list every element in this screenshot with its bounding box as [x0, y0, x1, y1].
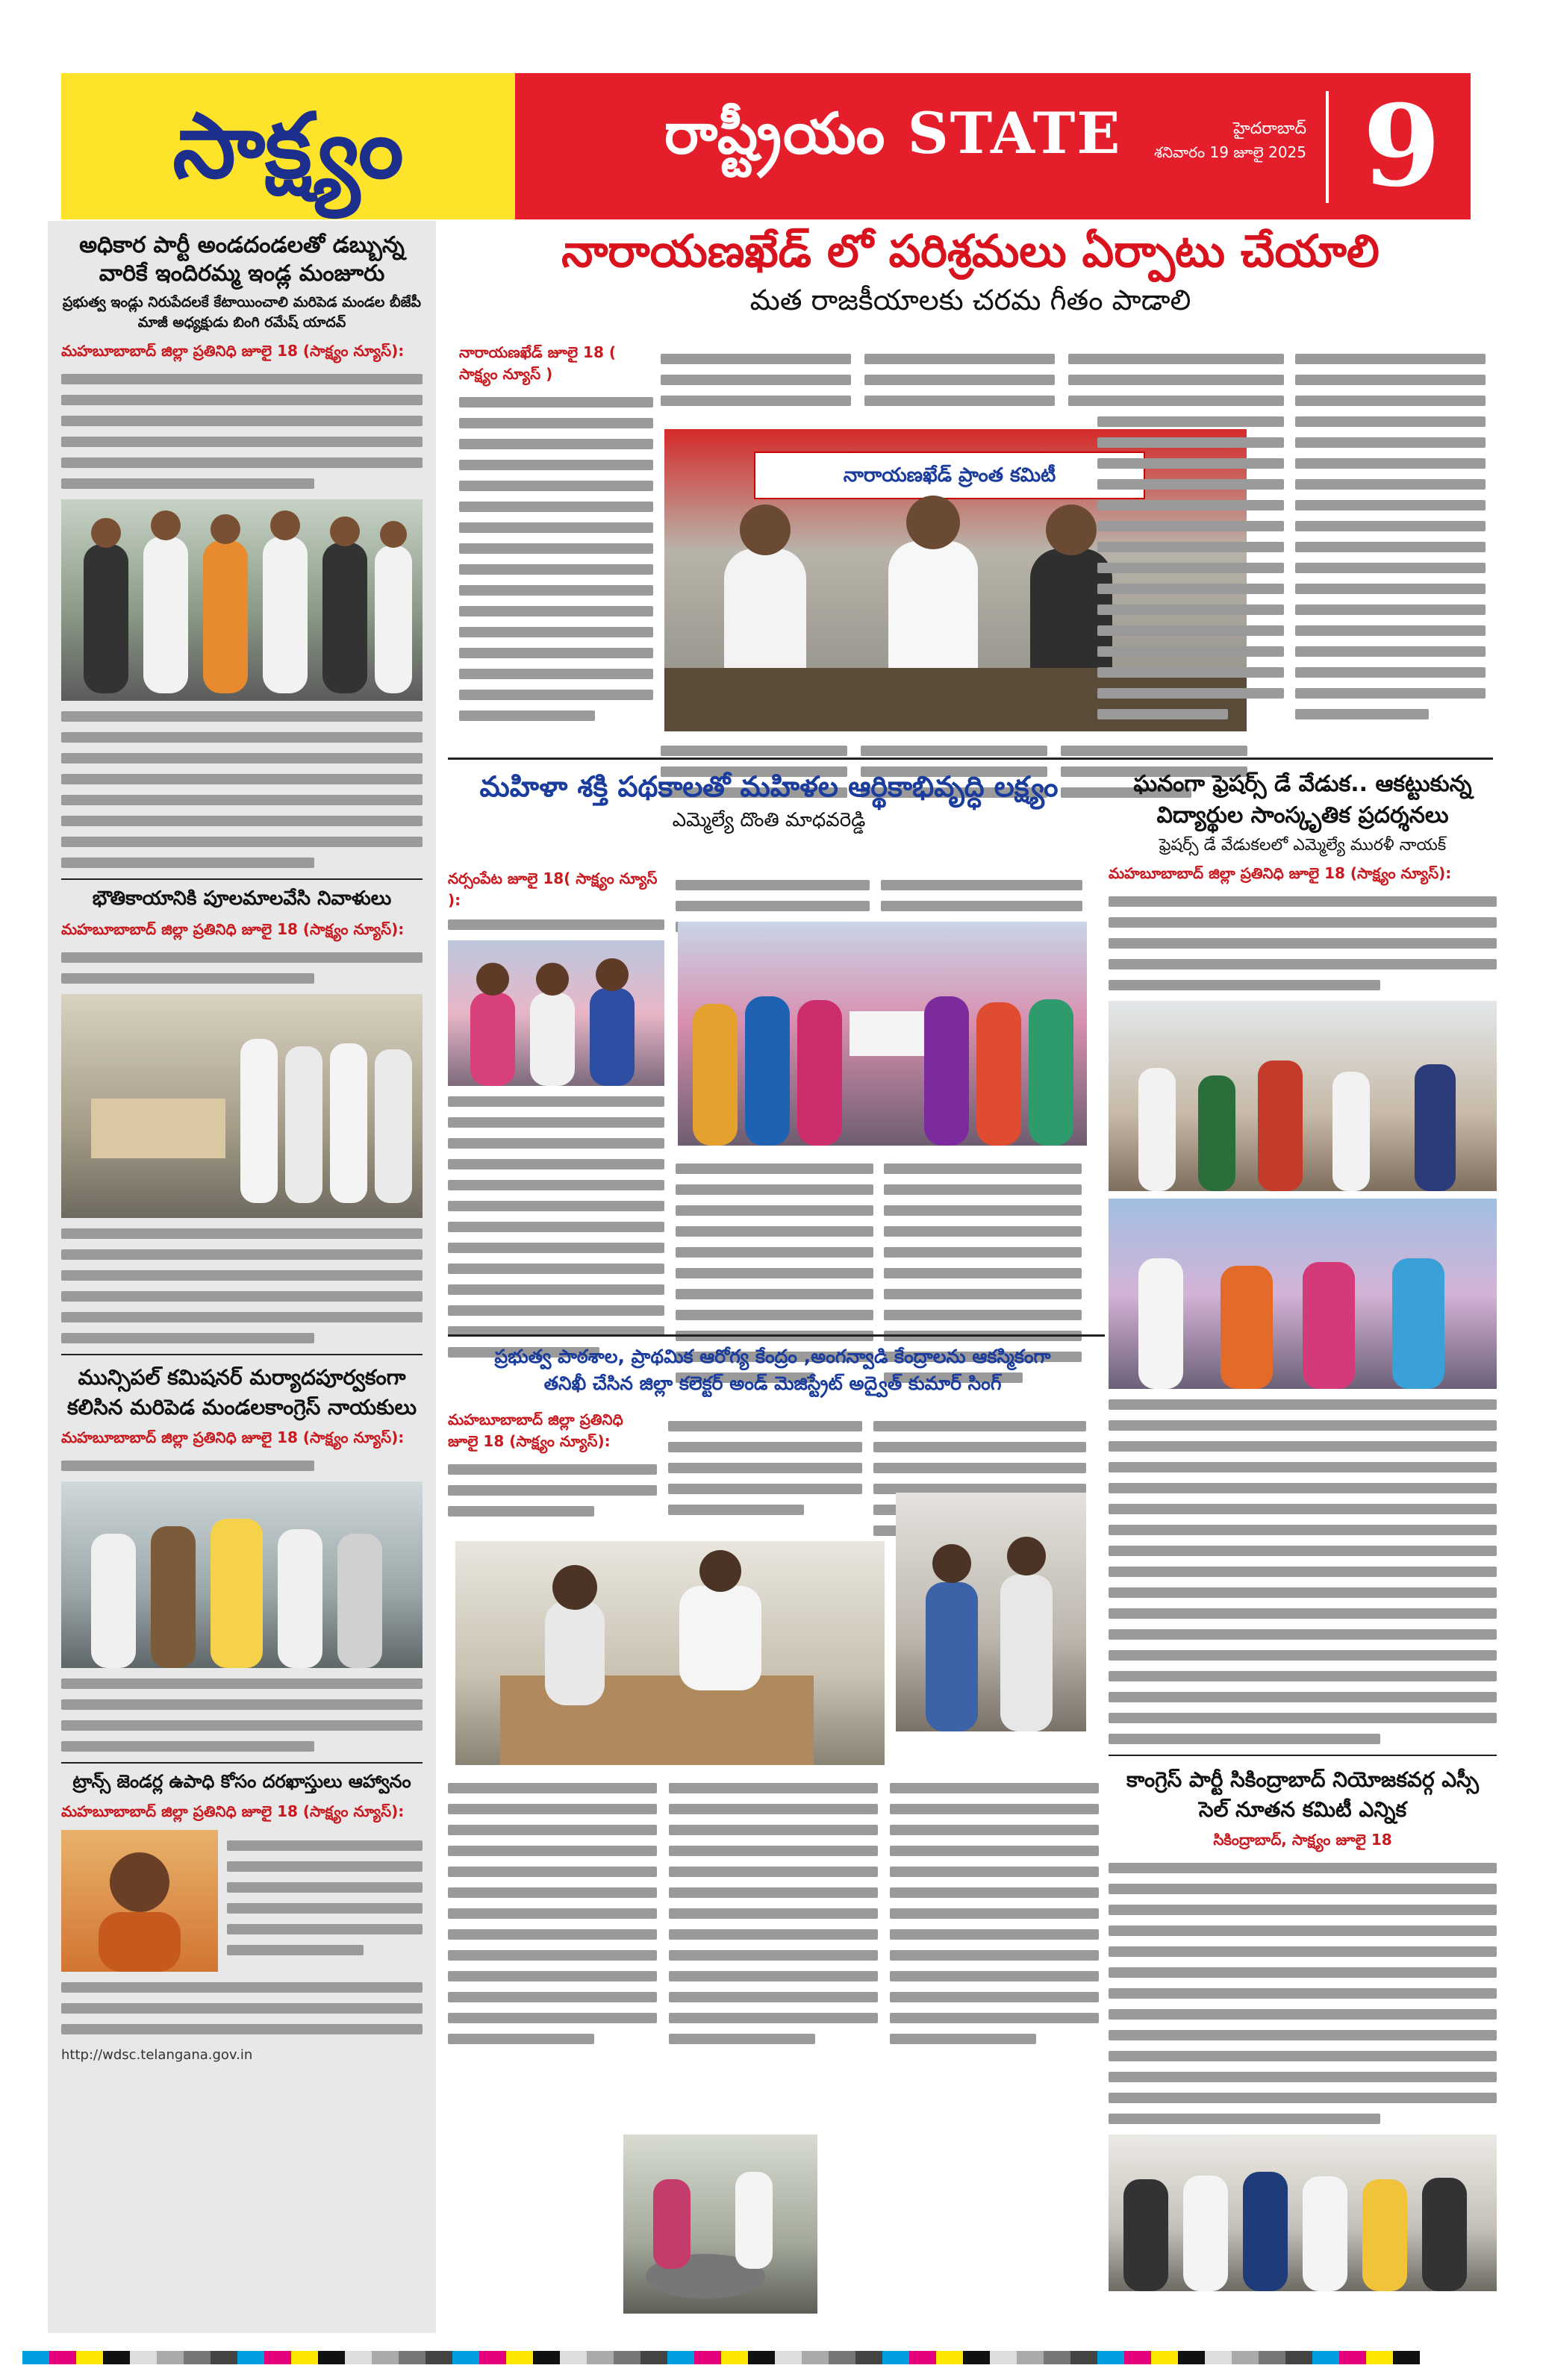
right-story1-photo1 [1109, 1001, 1497, 1191]
color-registration-bar [22, 2351, 1420, 2364]
section-title: రాష్ట్రీయం STATE [664, 100, 1122, 166]
right-story1-dateline: మహబూబాబాద్ జిల్లా ప్రతినిధి జూలై 18 (సాక్ష్యం న్యూస్): [1109, 864, 1452, 882]
lead-dateline: నారాయణఖేడ్ జూలై 18 ( సాక్ష్యం న్యూస్ ) [459, 343, 616, 383]
bottom-story [448, 1343, 1097, 1397]
left-story1-photo [61, 499, 423, 701]
bottom-column2 [668, 1411, 862, 1525]
right-story2-dateline: సికింద్రాబాద్, సాక్ష్యం జూలై 18 [1213, 1831, 1392, 1849]
lead-headline: నారాయణఖేడ్ లో పరిశ్రమలు ఏర్పాటు చేయాలి [561, 225, 1380, 278]
left-column [48, 221, 436, 2333]
left-story1-dateline: మహబూబాబాద్ జిల్లా ప్రతినిధి జూలై 18 (సాక్ష్యం న్యూస్): [61, 342, 405, 360]
bottom-photo-right [896, 1493, 1086, 1731]
edition-city: హైదరాబాద్ [1233, 119, 1306, 138]
bottom-photo-kitchen [623, 2134, 817, 2314]
bottom-dateline: మహబూబాబాద్ జిల్లా ప్రతినిధి జూలై 18 (సాక్ష్యం న్యూస్): [448, 1411, 623, 1450]
right-column [1109, 769, 1497, 2291]
left-story3-photo [61, 1481, 423, 1668]
left-story4-url: http://wdsc.telangana.gov.in [61, 2047, 253, 2063]
right-story1-headline: ఘనంగా ఫ్రెషర్స్ డే వేడుక.. ఆకట్టుకున్న విద్యార్థుల సాంస్కృతిక ప్రదర్శనలు [1133, 771, 1472, 828]
bottom-photo-left [455, 1541, 885, 1765]
page-number-divider [1326, 91, 1329, 203]
edition-date: శనివారం 19 జూలై 2025 [1154, 143, 1306, 161]
left-story2-dateline: మహబూబాబాద్ జిల్లా ప్రతినిధి జూలై 18 (సాక్ష్యం న్యూస్): [61, 920, 405, 938]
lead-column5 [1097, 343, 1284, 730]
right-story1-subhead: ఫ్రెషర్స్ డే వేడుకలలో ఎమ్మెల్యే మురళీ నాయక్ [1159, 836, 1447, 855]
right-story2-photo [1109, 2134, 1497, 2291]
lead-subhead: మత రాజకీయాలకు చరమ గీతం పాడాలి [749, 284, 1191, 316]
middle-photo-large [678, 922, 1087, 1146]
left-story1-subhead: ప్రభుత్వ ఇండ్లు నిరుపేదలకే కేటాయించాలి మరిపెడ మండల బీజేపీ మాజీ అధ్యక్షుడు బింగి రమేష్ యాదవ్ [62, 294, 422, 331]
lead-story [448, 224, 1493, 324]
left-story2-headline: భౌతికాయానికి పూలమాలవేసి నివాళులు [92, 887, 392, 910]
middle-headline: మహిళా శక్తి పథకాలతో మహిళల ఆర్థికాభివృద్ధి లక్ష్యం [479, 770, 1059, 803]
lead-column1 [459, 343, 653, 731]
left-story4-headline: ట్రాన్స్ జెండర్ల ఉపాధి కోసం దరఖాస్తులు ఆహ్వానం [72, 1771, 411, 1792]
left-story2-photo [61, 994, 423, 1218]
masthead-section-block [515, 73, 1471, 219]
middle-column1 [448, 869, 664, 1368]
bottom-column1 [448, 1411, 657, 1527]
left-story3-headline: మున్సిపల్ కమిషనర్ మర్యాదపూర్వకంగా కలిసిన మరిపెడ మండలకాంగ్రెస్ నాయకులు [66, 1365, 417, 1419]
left-story4-photo [61, 1830, 218, 1972]
newspaper-logo: సాక్ష్యం [172, 93, 404, 199]
page-number: 9 [1362, 81, 1441, 212]
bottom-lower-columns [448, 1772, 1105, 2055]
masthead-logo-block [61, 73, 515, 219]
middle-dateline: నర్సంపేట జూలై 18( సాక్ష్యం న్యూస్ ): [448, 869, 658, 909]
lead-photo-banner: నారాయణఖేడ్ ప్రాంత కమిటీ [754, 452, 1145, 499]
right-story1-photo2 [1109, 1199, 1497, 1389]
left-story4-dateline: మహబూబాబాద్ జిల్లా ప్రతినిధి జూలై 18 (సాక్ష్యం న్యూస్): [61, 1802, 405, 1820]
bottom-headline-line2: తనిఖీ చేసిన జిల్లా కలెక్టర్ అండ్ మెజిస్ట్రేట్ అద్వైత్ కుమార్ సింగ్ [543, 1372, 1002, 1394]
left-story3-dateline: మహబూబాబాద్ జిల్లా ప్రతినిధి జూలై 18 (సాక్ష్యం న్యూస్): [61, 1428, 405, 1446]
middle-story [448, 769, 1090, 836]
bottom-headline-line1: ప్రభుత్వ పాఠశాల, ప్రాథమిక ఆరోగ్య కేంద్రం ,అంగన్వాడి కేంద్రాలను ఆకస్మికంగా [494, 1346, 1051, 1367]
middle-photo-small [448, 940, 664, 1086]
lead-bottom-rule [448, 758, 1493, 760]
right-story2-headline: కాంగ్రెస్ పార్టీ సికింద్రాబాద్ నియోజకవర్గ ఎస్సీ సెల్ నూతన కమిటీ ఎన్నిక [1126, 1767, 1479, 1822]
lead-column6 [1295, 343, 1486, 730]
middle-byline: ఎమ్మెల్యే దొంతి మాధవరెడ్డి [672, 809, 866, 831]
left-story1-headline: అధికార పార్టీ అండదండలతో డబ్బున్న వారికే ఇందిరమ్మ ఇండ్ల మంజూరు [79, 232, 405, 287]
bottom-top-rule [448, 1334, 1105, 1337]
